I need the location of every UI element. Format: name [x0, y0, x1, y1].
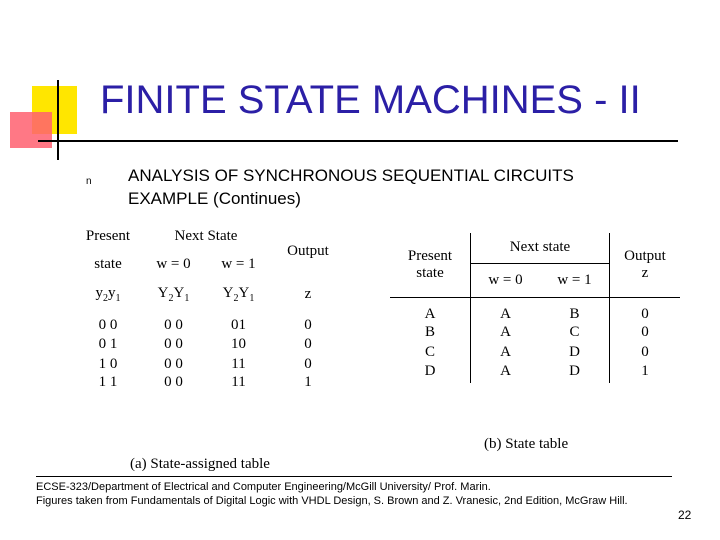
next-state-header: Next State [174, 227, 238, 244]
present-header: Present [85, 227, 131, 244]
w1-cell: D [540, 363, 610, 383]
table-row [75, 374, 345, 398]
w0-header: w = 0 [156, 255, 191, 272]
logo-red-block [10, 112, 52, 148]
z-header: z [304, 285, 312, 302]
w0-cell: A [500, 344, 511, 360]
present-header [390, 233, 471, 297]
present-cell: 0 0 [98, 317, 118, 333]
present-label: Present [407, 247, 453, 264]
w1-cell: D [540, 343, 610, 363]
present-cell: B [390, 323, 471, 343]
table-row [75, 354, 345, 374]
caption-state-table: (b) State table [484, 436, 569, 452]
bullet-icon: n [86, 176, 92, 187]
w1-cell: 10 [231, 335, 246, 352]
state-assigned-table [75, 223, 345, 398]
state-header: state [94, 255, 122, 272]
state-label: state [416, 264, 444, 281]
footer-line-2: Figures taken from Fundamentals of Digital Logic with VHDL Design, S. Brown and Z. Vranesic, 2nd Edition, McGraw Hill. [36, 495, 628, 507]
present-cell: D [390, 363, 471, 383]
w0-cell: A [500, 362, 511, 379]
footer-divider [36, 476, 672, 477]
w0-cell: A [471, 297, 541, 323]
Y2Y1-header-w0: $Y_2Y_1$ [157, 284, 190, 304]
z-cell: 0 [304, 355, 312, 372]
title-underline [38, 140, 678, 142]
present-cell: C [390, 343, 471, 363]
state-table [390, 233, 680, 383]
w0-cell: A [500, 324, 511, 340]
z-cell: 0 [641, 344, 649, 360]
table-row [390, 343, 680, 363]
w1-cell: 11 [231, 374, 246, 390]
z-cell: 0 [304, 317, 312, 333]
output-header: Output [287, 242, 329, 259]
output-header [610, 233, 681, 297]
y2y1-header: $y_2y_1$ [95, 284, 121, 304]
subtitle-line-1: ANALYSIS OF SYNCHRONOUS SEQUENTIAL CIRCUITS [128, 166, 574, 185]
w1-cell: 01 [231, 317, 246, 333]
z-cell: 1 [641, 362, 649, 379]
w1-cell: 11 [231, 355, 246, 372]
page-number: 22 [678, 508, 692, 522]
Y2Y1-header-w1: $Y_2Y_1$ [222, 284, 255, 304]
w0-cell: 0 0 [164, 317, 183, 333]
present-cell: 1 0 [98, 355, 118, 372]
table-row [390, 363, 680, 383]
table-row [75, 334, 345, 354]
present-cell: 0 1 [98, 335, 118, 352]
w1-cell: B [540, 297, 610, 323]
subtitle-line-2: EXAMPLE (Continues) [128, 189, 301, 208]
present-cell: A [390, 297, 471, 323]
w1-cell: C [540, 323, 610, 343]
w0-cell: 0 0 [164, 335, 183, 352]
z-cell: 0 [641, 324, 649, 340]
caption-state-assigned-table: (a) State-assigned table [130, 456, 270, 472]
w0-cell: 0 0 [164, 355, 183, 372]
table-row [390, 297, 680, 323]
w1-header: w = 1 [221, 255, 256, 272]
slide-title: FINITE STATE MACHINES - II [100, 78, 641, 122]
w0-header: w = 0 [471, 263, 541, 297]
next-state-header: Next state [471, 233, 610, 263]
z-label: z [641, 264, 649, 281]
w0-cell: 0 0 [164, 374, 183, 390]
w1-header: w = 1 [540, 263, 610, 297]
subtitle [128, 164, 574, 210]
z-cell: 1 [304, 374, 312, 390]
logo-vertical-line [57, 80, 59, 160]
output-label: Output [624, 247, 666, 264]
table-row [390, 323, 680, 343]
z-cell: 0 [304, 335, 312, 352]
footer [36, 480, 628, 508]
footer-line-1: ECSE-323/Department of Electrical and Computer Engineering/McGill University/ Prof. Marin. [36, 481, 491, 493]
z-cell: 0 [610, 297, 681, 323]
table-row [75, 309, 345, 334]
present-cell: 1 1 [98, 374, 118, 390]
